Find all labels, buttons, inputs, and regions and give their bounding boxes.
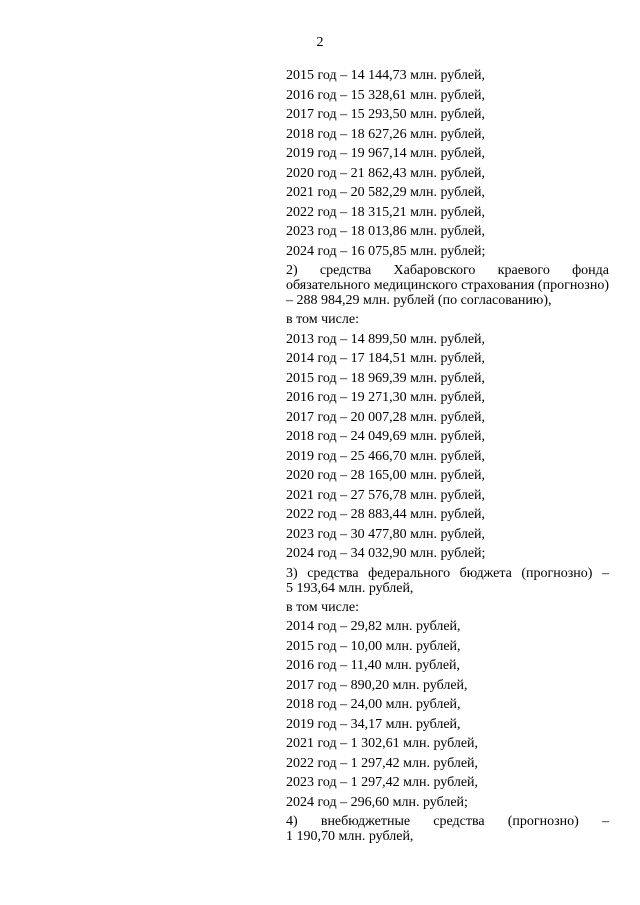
list-item: 2018 год – 24 049,69 млн. рублей, [286, 429, 486, 444]
list-item: 2024 год – 34 032,90 млн. рублей; [286, 546, 486, 561]
list-item: 2024 год – 296,60 млн. рублей; [286, 794, 468, 810]
list-item: 2020 год – 21 862,43 млн. рублей, [286, 165, 486, 181]
paragraph-federal-budget [286, 566, 609, 581]
list-item: 2017 год – 20 007,28 млн. рублей, [286, 409, 486, 425]
list-item: 2015 год – 18 969,39 млн. рублей, [286, 370, 486, 386]
list-item: 2016 год – 15 328,61 млн. рублей, [286, 87, 486, 103]
list-item: 2017 год – 15 293,50 млн. рублей, [286, 107, 486, 122]
list-item: 2013 год – 14 899,50 млн. рублей, [286, 331, 486, 347]
funding-list-regional-budget [286, 66, 609, 261]
list-item: 2018 год – 18 627,26 млн. рублей, [286, 126, 486, 142]
list-item: 2020 год – 28 165,00 млн. рублей, [286, 468, 486, 483]
list-item: 2019 год – 34,17 млн. рублей, [286, 716, 461, 732]
list-item: 2023 год – 18 013,86 млн. рублей, [286, 224, 486, 239]
list-item: 2019 год – 19 967,14 млн. рублей, [286, 146, 486, 161]
list-item: 2022 год – 18 315,21 млн. рублей, [286, 204, 486, 220]
paragraph-extrabudgetary [286, 814, 609, 829]
list-item: 2016 год – 11,40 млн. рублей, [286, 658, 461, 673]
paragraph-federal-budget-total: 5 193,64 млн. рублей, [286, 580, 414, 596]
list-item: 2023 год – 30 477,80 млн. рублей, [286, 526, 486, 542]
document-body [286, 66, 609, 846]
list-item: 2024 год – 16 075,85 млн. рублей; [286, 243, 486, 259]
list-item: 2022 год – 28 883,44 млн. рублей, [286, 507, 486, 522]
list-item: 2018 год – 24,00 млн. рублей, [286, 697, 461, 712]
funding-list-insurance-fund [286, 330, 609, 564]
subheading-including: в том числе: [286, 312, 359, 327]
list-item: 2021 год – 27 576,78 млн. рублей, [286, 487, 486, 503]
page-number: 2 [316, 35, 324, 50]
list-item: 2021 год – 1 302,61 млн. рублей, [286, 736, 479, 751]
subheading-including: в том числе: [286, 599, 359, 615]
paragraph-insurance-fund: 2) средства Хабаровского краевого фонда обязательного медицинского страхования (прогнозно) – 288 984,29 млн. рублей (по согласованию), [286, 263, 609, 308]
list-item: 2017 год – 890,20 млн. рублей, [286, 677, 468, 693]
list-item: 2015 год – 14 144,73 млн. рублей, [286, 68, 486, 83]
paragraph-extrabudgetary-total: 1 190,70 млн. рублей, [286, 829, 414, 844]
paragraph-line: 3) средства федерального бюджета (прогнозно) – [286, 565, 609, 581]
list-item: 2015 год – 10,00 млн. рублей, [286, 638, 461, 654]
list-item: 2019 год – 25 466,70 млн. рублей, [286, 448, 486, 464]
paragraph-line: 4) внебюджетные средства (прогнозно) – [286, 814, 609, 829]
funding-list-federal-budget [286, 617, 609, 812]
list-item: 2014 год – 29,82 млн. рублей, [286, 619, 461, 634]
list-item: 2023 год – 1 297,42 млн. рублей, [286, 775, 479, 790]
list-item: 2016 год – 19 271,30 млн. рублей, [286, 390, 486, 405]
list-item: 2022 год – 1 297,42 млн. рублей, [286, 755, 479, 771]
list-item: 2021 год – 20 582,29 млн. рублей, [286, 185, 486, 200]
list-item: 2014 год – 17 184,51 млн. рублей, [286, 351, 486, 366]
